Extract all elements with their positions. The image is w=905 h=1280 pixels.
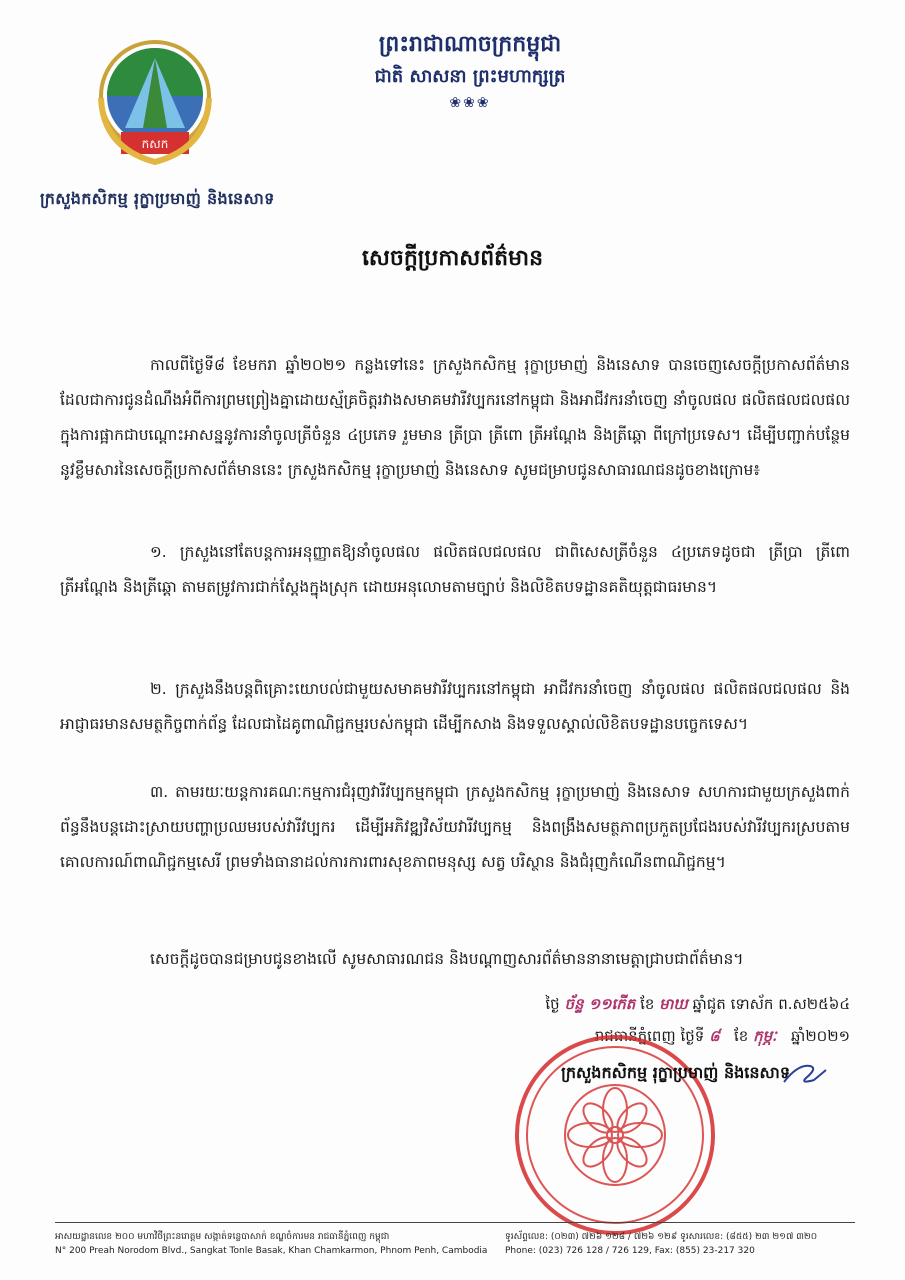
kingdom-heading: ព្រះរាជាណាចក្រកម្ពុជា [378,31,562,57]
footer-contact [505,1230,865,1258]
paragraph-point-1: ១. ក្រសួងនៅតែបន្តការអនុញ្ញាតឱ្យនាំចូលផល ផលិតផលជលផល ជាពិសេសត្រីចំនួន ៤ប្រភេទដូចជា ត្រីប្រា ត្រីពោ ត្រីអណ្តែង និងត្រីឆ្តោ តាមតម្រូវការជាក់ស្តែងក្នុងស្រុក ដោយអនុលោមតាមច្បាប់ និងលិខិតបទដ្ឋានគតិយុត្តជាធរមាន។ [60,543,850,596]
solar-year: ឆ្នាំ២០២១ [791,1027,850,1045]
handwritten-signature [780,1060,830,1088]
footer-address-english: N° 200 Preah Norodom Blvd., Sangkat Tonle Basak, Khan Chamkarmon, Phnom Penh, Cambodia [55,1246,488,1256]
lunar-date-prefix: ថ្ងៃ [545,995,560,1013]
lunar-month-label: ខែ [640,995,655,1013]
ministry-logo [95,38,215,168]
footer-address [55,1230,495,1258]
ministry-name: ក្រសួងកសិកម្ម រុក្ខាប្រមាញ់ និងនេសាទ [40,189,275,208]
signing-authority: ក្រសួងកសិកម្ម រុក្ខាប្រមាញ់ និងនេសាទ [561,1063,790,1082]
paragraph-point-3: ៣. តាមរយៈយន្តការគណៈកម្មការជំរុញវារីវប្បកម្មកម្ពុជា ក្រសួងកសិកម្ម រុក្ខាប្រមាញ់ និងនេសាទ សហការជាមួយក្រសួងពាក់ព័ន្ធនឹងបន្តដោះស្រាយបញ្ហាប្រឈមរបស់វារីវប្បករ ដើម្បីអភិវឌ្ឍវិស័យវារីវប្បកម្ម និងពង្រឹងសមត្ថភាពប្រកួតប្រជែងរបស់វារីវប្បករស្របតាមគោលការណ៍ពាណិជ្ជកម្មសេរី ព្រមទាំងធានាដល់ការការពារសុខភាពមនុស្ស សត្វ បរិស្ថាន និងជំរុញកំណើនពាណិជ្ជកម្ម។ [60,783,850,871]
handwritten-lunar-month: មាឃ [659,995,688,1013]
footer-address-khmer: អាសយដ្ឋានលេខ ២០០ មហាវិថីព្រះនរោត្តម សង្កាត់ទន្លេបាសាក់ ខណ្ឌចំការមន រាជធានីភ្នំពេញ កម្ពុជា [55,1232,390,1242]
closing-paragraph: សេចក្តីដូចបានជម្រាបជូនខាងលើ សូមសាធារណជន និងបណ្តាញសារព័ត៌មាននានាមេត្តាជ្រាបជាព័ត៌មាន។ [150,950,744,968]
national-motto: ជាតិ សាសនា ព្រះមហាក្សត្រ [374,66,566,87]
handwritten-solar-day: ៨ [709,1027,720,1045]
lunar-date-suffix: ឆ្នាំជូត ទោស័ក ព.ស២៥៦៤ [692,995,850,1013]
document-title: សេចក្តីប្រកាសព័ត៌មាន [361,246,544,271]
handwritten-lunar-day: ច័ន្ទ ១១កើត [564,995,636,1013]
footer-divider [55,1222,855,1223]
solar-date-prefix: រាជធានីភ្នំពេញ ថ្ងៃទី [594,1027,705,1045]
solar-month-label: ខែ [734,1027,749,1045]
lunar-date-line [545,990,850,1018]
footer-phone-english: Phone: (023) 726 128 / 726 129, Fax: (855) 23-217 320 [505,1246,755,1256]
paragraph-intro: កាលពីថ្ងៃទី៨ ខែមករា ឆ្នាំ២០២១ កន្លងទៅនេះ ក្រសួងកសិកម្ម រុក្ខាប្រមាញ់ និងនេសាទ បានចេញសេចក្តីប្រកាសព័ត៌មាន ដែលជាការជូនដំណឹងអំពីការព្រមព្រៀងគ្នាដោយស្ម័គ្រចិត្តរវាងសមាគមវារីវប្បករនៅកម្ពុជា និងអាជីវករនាំចេញ នាំចូលផល ផលិតផលជលផល ក្នុងការផ្អាកជាបណ្តោះអាសន្ននូវការនាំចូលត្រីចំនួន ៤ប្រភេទ រួមមាន ត្រីប្រា ត្រីពោ ត្រីអណ្តែង និងត្រីឆ្តោ ពីក្រៅប្រទេស។ ដើម្បីបញ្ជាក់បន្ថែមនូវខ្លឹមសារនៃសេចក្តីប្រកាសព័ត៌មាននេះ ក្រសួងកសិកម្ម រុក្ខាប្រមាញ់ និងនេសាទ សូមជម្រាបជូនសាធារណជនដូចខាងក្រោម៖ [60,356,850,479]
header-ornament: ❀❀❀ [449,95,491,111]
handwritten-solar-month: កុម្ភៈ [753,1027,777,1045]
logo-text: កសក [141,137,169,151]
paragraph-point-2: ២. ក្រសួងនឹងបន្តពិគ្រោះយោបល់ជាមួយសមាគមវារីវប្បករនៅកម្ពុជា អាជីវករនាំចេញ នាំចូលផល ផលិតផលជលផល និងអាជ្ញាធរមានសមត្ថកិច្ចពាក់ព័ន្ធ ដែលជាដៃគូពាណិជ្ជកម្មរបស់កម្ពុជា ដើម្បីកសាង និងទទួលស្គាល់លិខិតបទដ្ឋានបច្ចេកទេស។ [60,680,850,733]
footer-phone-khmer: ទូរស័ព្ទលេខ: (០២៣) ៧២៦ ១២៨ / ៧២៦ ១២៩ ទូរសារលេខ: (៨៥៥) ២៣ ២១៧ ៣២០ [505,1232,818,1242]
